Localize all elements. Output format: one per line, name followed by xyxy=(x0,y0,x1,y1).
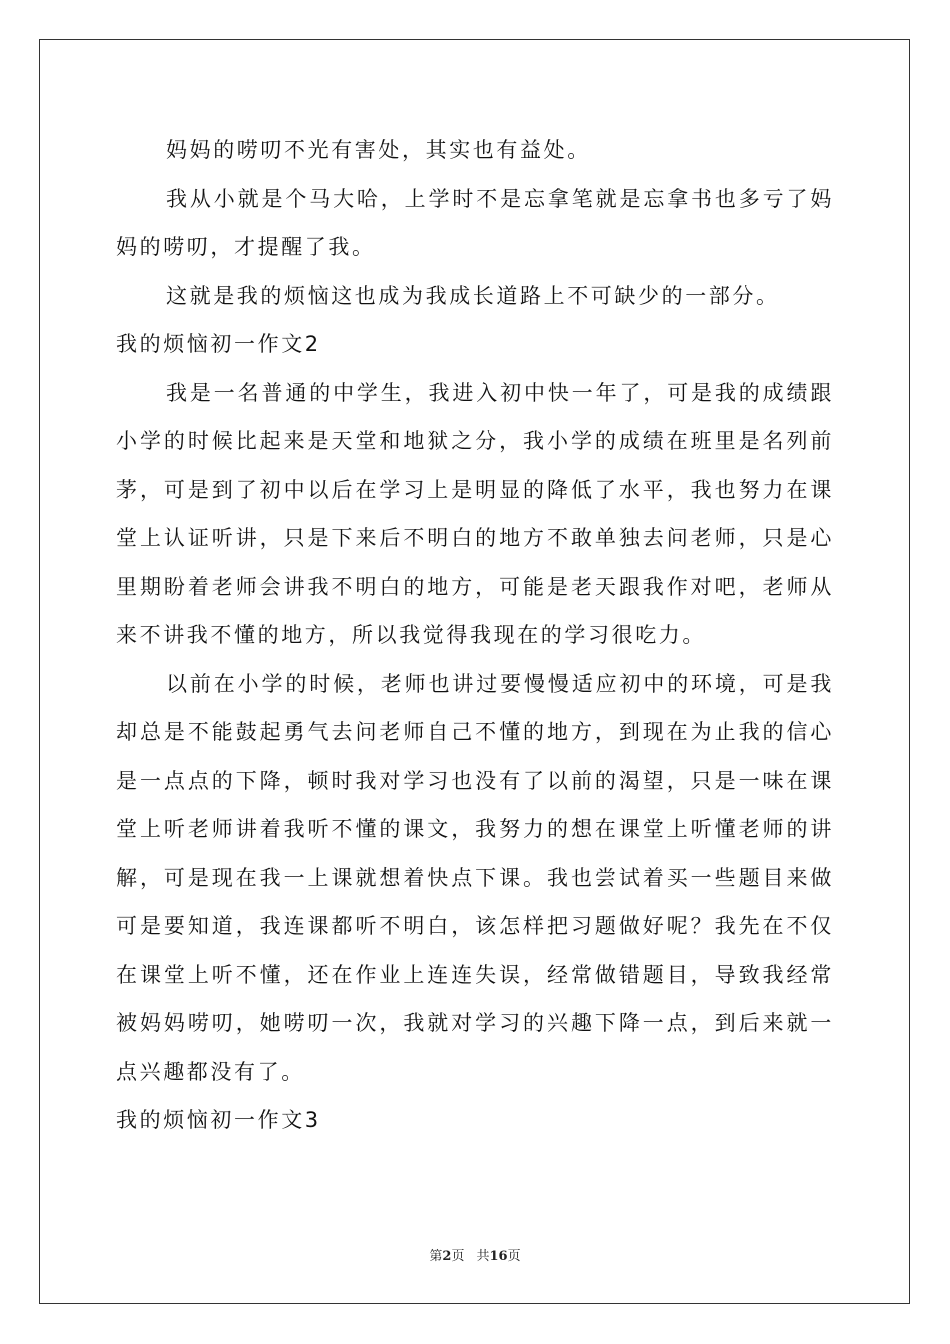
section-heading: 我的烦恼初一作文3 xyxy=(116,1108,321,1132)
paragraph: 妈妈的唠叨不光有害处，其实也有益处。 xyxy=(166,138,591,162)
paragraph: 我从小就是个马大哈，上学时不是忘拿笔就是忘拿书也多亏了妈妈的唠叨，才提醒了我。 xyxy=(116,186,834,259)
paragraph: 以前在小学的时候，老师也讲过要慢慢适应初中的环境，可是我却总是不能鼓起勇气去问老师自己不懂的地方，到现在为止我的信心是一点点的下降，顿时我对学习也没有了以前的渴望，只是一味在课堂上听老师讲着我听不懂的课文，我努力的想在课堂上听懂老师的讲解，可是现在我一上课就想着快点下课。我也尝试着买一些题目来做可是要知道，我连课都听不明白，该怎样把习题做好呢？我先在不仅在课堂上听不懂，还在作业上连连失误，经常做错题目，导致我经常被妈妈唠叨，她唠叨一次，我就对学习的兴趣下降一点，到后来就一点兴趣都没有了。 xyxy=(116,671,834,1084)
total-prefix: 共 xyxy=(476,1249,490,1264)
paragraph: 我是一名普通的中学生，我进入初中快一年了，可是我的成绩跟小学的时候比起来是天堂和地狱之分，我小学的成绩在班里是名列前茅，可是到了初中以后在学习上是明显的降低了水平，我也努力在课堂上认证听讲，只是下来后不明白的地方不敢单独去问老师，只是心里期盼着老师会讲我不明白的地方，可能是老天跟我作对吧，老师从来不讲我不懂的地方，所以我觉得我现在的学习很吃力。 xyxy=(116,380,834,647)
document-body xyxy=(116,126,834,1145)
total-pages-number: 16 xyxy=(489,1249,508,1264)
paragraph: 这就是我的烦恼这也成为我成长道路上不可缺少的一部分。 xyxy=(166,283,780,308)
current-page-number: 2 xyxy=(442,1249,452,1264)
page-unit: 页 xyxy=(451,1249,465,1264)
page-prefix: 第 xyxy=(429,1249,443,1264)
section-heading: 我的烦恼初一作文2 xyxy=(116,332,321,356)
total-unit: 页 xyxy=(507,1249,521,1264)
page-footer xyxy=(0,1245,950,1264)
